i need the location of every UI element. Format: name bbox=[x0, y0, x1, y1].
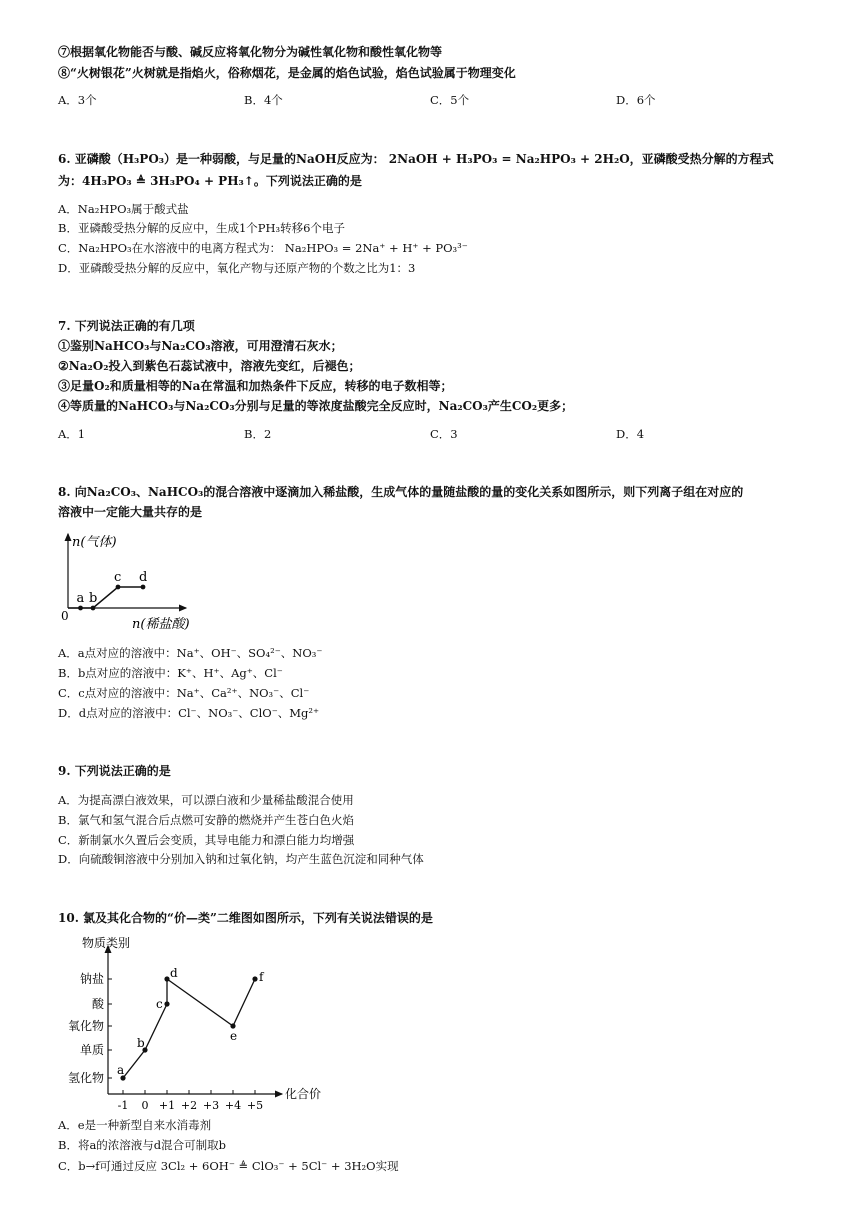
q7-item-4: ④等质量的NaHCO₃与Na₂CO₃分别与足量的等浓度盐酸完全反应时，Na₂CO₃产生CO₂更多； bbox=[58, 399, 574, 413]
point-label-c: c bbox=[114, 570, 122, 585]
point-label-d: d bbox=[139, 570, 148, 585]
x-tick-label: +3 bbox=[202, 1099, 220, 1112]
x-tick-label: +2 bbox=[180, 1099, 198, 1112]
point-label-c: c bbox=[156, 997, 163, 1011]
point-c bbox=[116, 585, 121, 590]
q8-option-a: A．a点对应的溶液中：Na⁺、OH⁻、SO₄²⁻、NO₃⁻ bbox=[58, 646, 323, 660]
q8-stem-line1: 8. 向Na₂CO₃、NaHCO₃的混合溶液中逐滴加入稀盐酸，生成气体的量随盐酸的量的变化关系如图所示，则下列离子组在对应的 bbox=[58, 485, 744, 499]
point-label-b: b bbox=[137, 1036, 145, 1050]
x-tick-label: +5 bbox=[246, 1099, 264, 1112]
x-axis-label: 化合价 bbox=[285, 1087, 322, 1101]
q7-item-2: ②Na₂O₂投入到紫色石蕊试液中，溶液先变红，后褪色； bbox=[58, 359, 361, 373]
valence-chart bbox=[56, 930, 346, 1112]
q6-option-b: B．亚磷酸受热分解的反应中，生成1个PH₃转移6个电子 bbox=[58, 221, 345, 235]
q6-option-c: C．Na₂HPO₃在水溶液中的电离方程式为： Na₂HPO₃ = 2Na⁺ + H⁺ + PO₃³⁻ bbox=[58, 241, 468, 255]
q8-option-b: B．b点对应的溶液中：K⁺、H⁺、Ag⁺、Cl⁻ bbox=[58, 666, 283, 680]
y-axis-label: n(气体) bbox=[72, 535, 117, 550]
q9-option-a: A．为提高漂白液效果，可以漂白液和少量稀盐酸混合使用 bbox=[58, 793, 354, 807]
point-f bbox=[252, 976, 257, 981]
point-label-d: d bbox=[170, 966, 178, 980]
point-a bbox=[78, 606, 83, 611]
q8-stem-line2: 溶液中一定能大量共存的是 bbox=[58, 505, 203, 519]
point-label-f: f bbox=[259, 970, 264, 984]
q7-option-a: A．1 bbox=[58, 427, 86, 441]
q6-option-a: A．Na₂HPO₃属于酸式盐 bbox=[58, 202, 189, 216]
q7-option-c: C．3 bbox=[430, 427, 458, 441]
point-b bbox=[91, 606, 96, 611]
y-tick-label: 氢化物 bbox=[67, 1071, 104, 1085]
point-label-e: e bbox=[230, 1029, 238, 1043]
x-axis-label: n(稀盐酸) bbox=[132, 617, 190, 632]
q10-option-b: B．将a的浓溶液与d混合可制取b bbox=[58, 1138, 227, 1152]
statement-8: ⑧“火树银花”火树就是指焰火，俗称烟花，是金属的焰色试验，焰色试验属于物理变化 bbox=[58, 66, 516, 80]
x-tick-label: -1 bbox=[117, 1099, 129, 1112]
q9-option-c: C．新制氯水久置后会变质，其导电能力和漂白能力均增强 bbox=[58, 833, 355, 847]
q7-item-1: ①鉴别NaHCO₃与Na₂CO₃溶液，可用澄清石灰水； bbox=[58, 339, 343, 353]
origin-label: 0 bbox=[61, 609, 69, 623]
point-label-a: a bbox=[117, 1063, 125, 1077]
q9-stem: 9. 下列说法正确的是 bbox=[58, 764, 171, 778]
q7-option-d: D．4 bbox=[616, 427, 645, 441]
x-tick-label: 0 bbox=[141, 1099, 149, 1112]
q9-option-d: D．向硫酸铜溶液中分别加入钠和过氧化钠，均产生蓝色沉淀和同种气体 bbox=[58, 852, 424, 866]
point-e bbox=[230, 1023, 235, 1028]
y-tick-label: 单质 bbox=[79, 1043, 104, 1057]
gas-chart bbox=[58, 528, 198, 632]
y-tick-label: 酸 bbox=[91, 997, 104, 1011]
point-label-b: b bbox=[89, 591, 98, 606]
q10-option-c: C．b→f可通过反应 3Cl₂ + 6OH⁻ ≜ ClO₃⁻ + 5Cl⁻ + 3H₂O实现 bbox=[58, 1159, 399, 1173]
statement-7: ⑦根据氧化物能否与酸、碱反应将氧化物分为碱性氧化物和酸性氧化物等 bbox=[58, 45, 443, 59]
q6-stem-line1: 6. 亚磷酸（H₃PO₃）是一种弱酸，与足量的NaOH反应为： 2NaOH + H₃PO₃ = Na₂HPO₃ + 2H₂O，亚磷酸受热分解的方程式 bbox=[58, 152, 774, 166]
y-tick-label: 氧化物 bbox=[67, 1019, 104, 1033]
q8-option-d: D．d点对应的溶液中：Cl⁻、NO₃⁻、ClO⁻、Mg²⁺ bbox=[58, 706, 320, 720]
q6-option-d: D．亚磷酸受热分解的反应中，氧化产物与还原产物的个数之比为1：3 bbox=[58, 261, 416, 275]
q7-item-3: ③足量O₂和质量相等的Na在常温和加热条件下反应，转移的电子数相等； bbox=[58, 379, 453, 393]
point-label-a: a bbox=[76, 591, 85, 606]
x-tick-label: +4 bbox=[224, 1099, 242, 1112]
q10-option-a: A．e是一种新型自来水消毒剂 bbox=[58, 1118, 212, 1132]
q7-option-b: B．2 bbox=[244, 427, 272, 441]
option-b: B．4个 bbox=[244, 93, 283, 107]
point-c bbox=[164, 1001, 169, 1006]
option-d: D．6个 bbox=[616, 93, 656, 107]
q8-option-c: C．c点对应的溶液中：Na⁺、Ca²⁺、NO₃⁻、Cl⁻ bbox=[58, 686, 310, 700]
x-tick-label: +1 bbox=[158, 1099, 176, 1112]
q7-stem: 7. 下列说法正确的有几项 bbox=[58, 319, 195, 333]
y-axis-label: 物质类别 bbox=[82, 936, 131, 950]
q10-stem: 10. 氯及其化合物的“价—类”二维图如图所示，下列有关说法错误的是 bbox=[58, 911, 433, 925]
option-c: C．5个 bbox=[430, 93, 470, 107]
q9-option-b: B．氯气和氢气混合后点燃可安静的燃烧并产生苍白色火焰 bbox=[58, 813, 354, 827]
y-tick-label: 钠盐 bbox=[79, 972, 104, 986]
point-d bbox=[141, 585, 146, 590]
point-d bbox=[164, 976, 169, 981]
q6-stem-line2: 为：4H₃PO₃ ≜ 3H₃PO₄ + PH₃↑。下列说法正确的是 bbox=[58, 174, 362, 188]
option-a: A．3个 bbox=[58, 93, 97, 107]
